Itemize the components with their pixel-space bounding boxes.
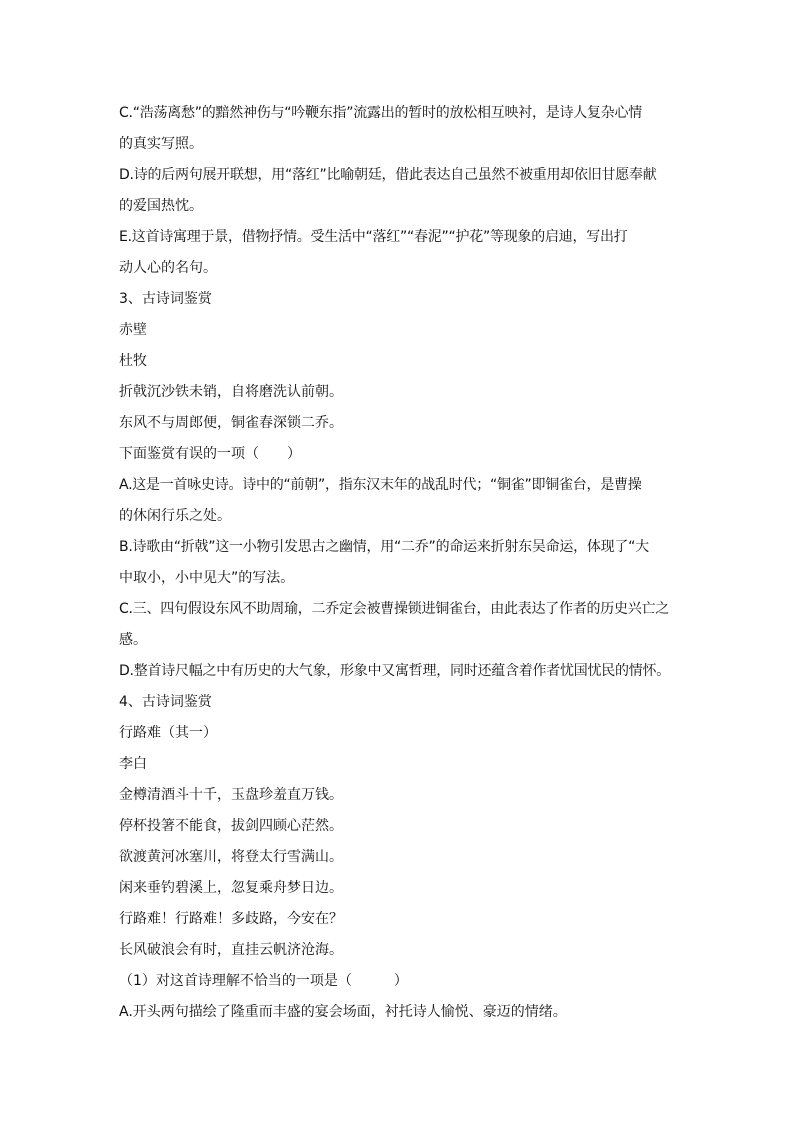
option-c-line-1: C.“浩荡离愁”的黯然神伤与“吟鞭东指”流露出的暂时的放松相互映衬，是诗人复杂心情	[119, 105, 642, 121]
poem2-line-1: 金樽清酒斗十千，玉盘珍羞直万钱。	[119, 787, 343, 803]
option-a-line-2: 的休闲行乐之处。	[119, 508, 231, 524]
poem2-line-5: 行路难！行路难！多歧路，今安在？	[119, 911, 343, 927]
option-e-line-2: 动人心的名句。	[119, 260, 217, 276]
question-3-heading: 3、古诗词鉴赏	[119, 291, 212, 307]
poem2-line-2: 停杯投箸不能食，拔剑四顾心茫然。	[119, 818, 343, 834]
option-c2-line-1: C.三、四句假设东风不助周瑜，二乔定会被曹操锁进铜雀台，由此表达了作者的历史兴亡之	[119, 601, 669, 617]
option-d-line-2: 的爱国热忱。	[119, 198, 203, 214]
poem-title-chibi: 赤壁	[119, 322, 147, 338]
poem-line-2: 东风不与周郎便，铜雀春深锁二乔。	[119, 415, 343, 431]
option-c-line-2: 的真实写照。	[119, 136, 203, 152]
option-d-line-1: D.诗的后两句展开联想，用“落红”比喻朝廷，借此表达自己虽然不被重用却依旧甘愿奉献	[119, 167, 657, 183]
poem-author-dumu: 杜牧	[119, 353, 147, 369]
option-d2-line-1: D.整首诗尺幅之中有历史的大气象，形象中又寓哲理，同时还蕴含着作者忧国忧民的情怀。	[119, 663, 670, 679]
poem-line-1: 折戟沉沙铁未销，自将磨洗认前朝。	[119, 384, 343, 400]
subquestion-1-option-a: A.开头两句描绘了隆重而丰盛的宴会场面，衬托诗人愉悦、豪迈的情绪。	[119, 1004, 567, 1020]
subquestion-1-prompt: （1）对这首诗理解不恰当的一项是（ ）	[119, 973, 408, 989]
option-b-line-2: 中取小，小中见大”的写法。	[119, 570, 295, 586]
poem-title-xingluonan: 行路难（其一）	[119, 725, 217, 741]
poem2-line-6: 长风破浪会有时，直挂云帆济沧海。	[119, 942, 343, 958]
option-c2-line-2: 感。	[119, 632, 147, 648]
option-e-line-1: E.这首诗寓理于景，借物抒情。受生活中“落红”“春泥”“护花”等现象的启迪，写出打	[119, 229, 628, 245]
question-4-heading: 4、古诗词鉴赏	[119, 694, 212, 710]
question-prompt: 下面鉴赏有误的一项（ ）	[119, 446, 301, 462]
document-body	[119, 98, 679, 1028]
poem2-line-3: 欲渡黄河冰塞川，将登太行雪满山。	[119, 849, 343, 865]
poem2-line-4: 闲来垂钓碧溪上，忽复乘舟梦日边。	[119, 880, 343, 896]
option-b-line-1: B.诗歌由“折戟”这一小物引发思古之幽情，用“二乔”的命运来折射东吴命运，体现了“大	[119, 539, 649, 555]
poem-author-libai: 李白	[119, 756, 147, 772]
option-a-line-1: A.这是一首咏史诗。诗中的“前朝”，指东汉末年的战乱时代；“铜雀”即铜雀台，是曹操	[119, 477, 642, 493]
